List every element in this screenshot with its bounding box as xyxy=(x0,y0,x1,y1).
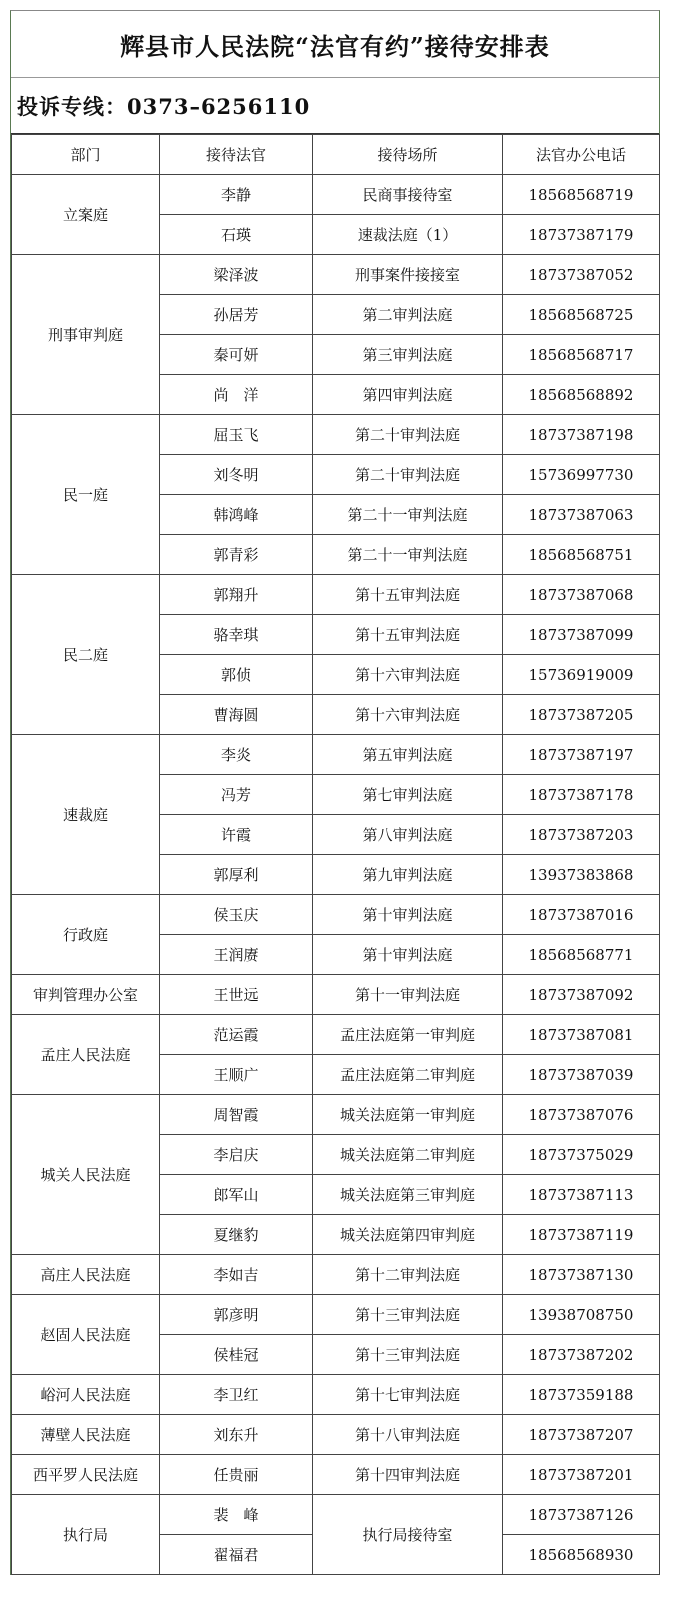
place-cell: 第八审判法庭 xyxy=(313,815,503,855)
phone-cell: 18737387119 xyxy=(503,1215,660,1255)
judge-cell: 孙居芳 xyxy=(160,295,313,335)
phone-cell: 18737387201 xyxy=(503,1455,660,1495)
place-cell: 第十五审判法庭 xyxy=(313,615,503,655)
place-cell: 第九审判法庭 xyxy=(313,855,503,895)
place-cell: 第二十一审判法庭 xyxy=(313,535,503,575)
department-cell: 西平罗人民法庭 xyxy=(12,1455,160,1495)
place-cell: 第三审判法庭 xyxy=(313,335,503,375)
phone-cell: 18737387198 xyxy=(503,415,660,455)
department-cell: 行政庭 xyxy=(12,895,160,975)
department-cell: 民一庭 xyxy=(12,415,160,575)
phone-cell: 18737387197 xyxy=(503,735,660,775)
phone-cell: 18737359188 xyxy=(503,1375,660,1415)
judge-cell: 侯桂冠 xyxy=(160,1335,313,1375)
department-cell: 孟庄人民法庭 xyxy=(12,1015,160,1095)
department-cell: 刑事审判庭 xyxy=(12,255,160,415)
place-cell: 第十六审判法庭 xyxy=(313,695,503,735)
place-cell: 第十三审判法庭 xyxy=(313,1335,503,1375)
phone-cell: 18737387203 xyxy=(503,815,660,855)
phone-cell: 18737387063 xyxy=(503,495,660,535)
phone-cell: 18737375029 xyxy=(503,1135,660,1175)
phone-cell: 18568568719 xyxy=(503,175,660,215)
phone-cell: 18568568771 xyxy=(503,935,660,975)
judge-cell: 郭翔升 xyxy=(160,575,313,615)
judge-cell: 范运霞 xyxy=(160,1015,313,1055)
judge-cell: 周智霞 xyxy=(160,1095,313,1135)
place-cell: 第二十审判法庭 xyxy=(313,415,503,455)
table-row xyxy=(12,1415,660,1455)
table-body xyxy=(12,175,660,1575)
phone-cell: 18568568725 xyxy=(503,295,660,335)
phone-cell: 18737387016 xyxy=(503,895,660,935)
table-row xyxy=(12,255,660,295)
judge-cell: 屈玉飞 xyxy=(160,415,313,455)
judge-cell: 郎军山 xyxy=(160,1175,313,1215)
judge-cell: 任贵丽 xyxy=(160,1455,313,1495)
phone-cell: 13937383868 xyxy=(503,855,660,895)
place-cell: 第十一审判法庭 xyxy=(313,975,503,1015)
judge-cell: 梁泽波 xyxy=(160,255,313,295)
table-row xyxy=(12,1495,660,1535)
phone-cell: 18737387205 xyxy=(503,695,660,735)
judge-cell: 曹海圆 xyxy=(160,695,313,735)
phone-cell: 18737387068 xyxy=(503,575,660,615)
phone-cell: 18737387076 xyxy=(503,1095,660,1135)
phone-cell: 18737387039 xyxy=(503,1055,660,1095)
table-row xyxy=(12,735,660,775)
place-cell: 刑事案件接接室 xyxy=(313,255,503,295)
table-row xyxy=(12,895,660,935)
place-cell: 第十七审判法庭 xyxy=(313,1375,503,1415)
place-cell: 第十审判法庭 xyxy=(313,935,503,975)
phone-cell: 18568568930 xyxy=(503,1535,660,1575)
judge-cell: 侯玉庆 xyxy=(160,895,313,935)
phone-cell: 15736919009 xyxy=(503,655,660,695)
department-cell: 执行局 xyxy=(12,1495,160,1575)
header-department: 部门 xyxy=(12,135,160,175)
place-cell: 执行局接待室 xyxy=(313,1495,503,1575)
department-cell: 立案庭 xyxy=(12,175,160,255)
judge-cell: 尚 洋 xyxy=(160,375,313,415)
judge-cell: 郭青彩 xyxy=(160,535,313,575)
phone-cell: 18737387113 xyxy=(503,1175,660,1215)
judge-cell: 王顺广 xyxy=(160,1055,313,1095)
judge-cell: 冯芳 xyxy=(160,775,313,815)
schedule-table xyxy=(11,134,660,1575)
judge-cell: 郭厚利 xyxy=(160,855,313,895)
place-cell: 第二十一审判法庭 xyxy=(313,495,503,535)
judge-cell: 裴 峰 xyxy=(160,1495,313,1535)
judge-cell: 李如吉 xyxy=(160,1255,313,1295)
place-cell: 第五审判法庭 xyxy=(313,735,503,775)
judge-cell: 翟福君 xyxy=(160,1535,313,1575)
table-row xyxy=(12,1455,660,1495)
place-cell: 第十三审判法庭 xyxy=(313,1295,503,1335)
place-cell: 第四审判法庭 xyxy=(313,375,503,415)
page-title: 辉县市人民法院“法官有约”接待安排表 xyxy=(11,11,659,78)
judge-cell: 李卫红 xyxy=(160,1375,313,1415)
table-row xyxy=(12,1295,660,1335)
place-cell: 孟庄法庭第一审判庭 xyxy=(313,1015,503,1055)
phone-cell: 18568568751 xyxy=(503,535,660,575)
place-cell: 第十审判法庭 xyxy=(313,895,503,935)
place-cell: 第十八审判法庭 xyxy=(313,1415,503,1455)
department-cell: 速裁庭 xyxy=(12,735,160,895)
header-phone: 法官办公电话 xyxy=(503,135,660,175)
phone-cell: 18737387099 xyxy=(503,615,660,655)
judge-cell: 郭彦明 xyxy=(160,1295,313,1335)
table-row xyxy=(12,575,660,615)
phone-cell: 18737387052 xyxy=(503,255,660,295)
department-cell: 高庄人民法庭 xyxy=(12,1255,160,1295)
judge-cell: 李启庆 xyxy=(160,1135,313,1175)
phone-cell: 18737387207 xyxy=(503,1415,660,1455)
judge-cell: 刘冬明 xyxy=(160,455,313,495)
phone-cell: 15736997730 xyxy=(503,455,660,495)
place-cell: 第十六审判法庭 xyxy=(313,655,503,695)
judge-cell: 郭侦 xyxy=(160,655,313,695)
judge-cell: 秦可妍 xyxy=(160,335,313,375)
table-header-row xyxy=(12,135,660,175)
table-row xyxy=(12,1255,660,1295)
department-cell: 城关人民法庭 xyxy=(12,1095,160,1255)
judge-cell: 王世远 xyxy=(160,975,313,1015)
phone-cell: 13938708750 xyxy=(503,1295,660,1335)
table-row xyxy=(12,1375,660,1415)
judge-cell: 石瑛 xyxy=(160,215,313,255)
judge-cell: 夏继豹 xyxy=(160,1215,313,1255)
table-row xyxy=(12,175,660,215)
place-cell: 城关法庭第二审判庭 xyxy=(313,1135,503,1175)
phone-cell: 18737387081 xyxy=(503,1015,660,1055)
judge-cell: 王润赓 xyxy=(160,935,313,975)
place-cell: 第十四审判法庭 xyxy=(313,1455,503,1495)
place-cell: 第二十审判法庭 xyxy=(313,455,503,495)
phone-cell: 18568568892 xyxy=(503,375,660,415)
department-cell: 薄壁人民法庭 xyxy=(12,1415,160,1455)
table-row xyxy=(12,415,660,455)
judge-cell: 李静 xyxy=(160,175,313,215)
judge-cell: 骆幸琪 xyxy=(160,615,313,655)
department-cell: 赵固人民法庭 xyxy=(12,1295,160,1375)
judge-cell: 李炎 xyxy=(160,735,313,775)
place-cell: 城关法庭第一审判庭 xyxy=(313,1095,503,1135)
reception-schedule-sheet xyxy=(10,10,660,1575)
phone-cell: 18568568717 xyxy=(503,335,660,375)
place-cell: 城关法庭第三审判庭 xyxy=(313,1175,503,1215)
department-cell: 民二庭 xyxy=(12,575,160,735)
phone-cell: 18737387092 xyxy=(503,975,660,1015)
place-cell: 第二审判法庭 xyxy=(313,295,503,335)
header-place: 接待场所 xyxy=(313,135,503,175)
judge-cell: 刘东升 xyxy=(160,1415,313,1455)
phone-cell: 18737387126 xyxy=(503,1495,660,1535)
place-cell: 民商事接待室 xyxy=(313,175,503,215)
phone-cell: 18737387178 xyxy=(503,775,660,815)
place-cell: 城关法庭第四审判庭 xyxy=(313,1215,503,1255)
phone-cell: 18737387179 xyxy=(503,215,660,255)
place-cell: 孟庄法庭第二审判庭 xyxy=(313,1055,503,1095)
place-cell: 第十二审判法庭 xyxy=(313,1255,503,1295)
department-cell: 峪河人民法庭 xyxy=(12,1375,160,1415)
judge-cell: 韩鸿峰 xyxy=(160,495,313,535)
phone-cell: 18737387202 xyxy=(503,1335,660,1375)
header-judge: 接待法官 xyxy=(160,135,313,175)
judge-cell: 许霞 xyxy=(160,815,313,855)
complaint-hotline: 投诉专线：0373–6256110 xyxy=(11,78,659,134)
department-cell: 审判管理办公室 xyxy=(12,975,160,1015)
table-row xyxy=(12,1015,660,1055)
table-row xyxy=(12,975,660,1015)
place-cell: 第七审判法庭 xyxy=(313,775,503,815)
phone-cell: 18737387130 xyxy=(503,1255,660,1295)
place-cell: 第十五审判法庭 xyxy=(313,575,503,615)
table-row xyxy=(12,1095,660,1135)
place-cell: 速裁法庭（1） xyxy=(313,215,503,255)
